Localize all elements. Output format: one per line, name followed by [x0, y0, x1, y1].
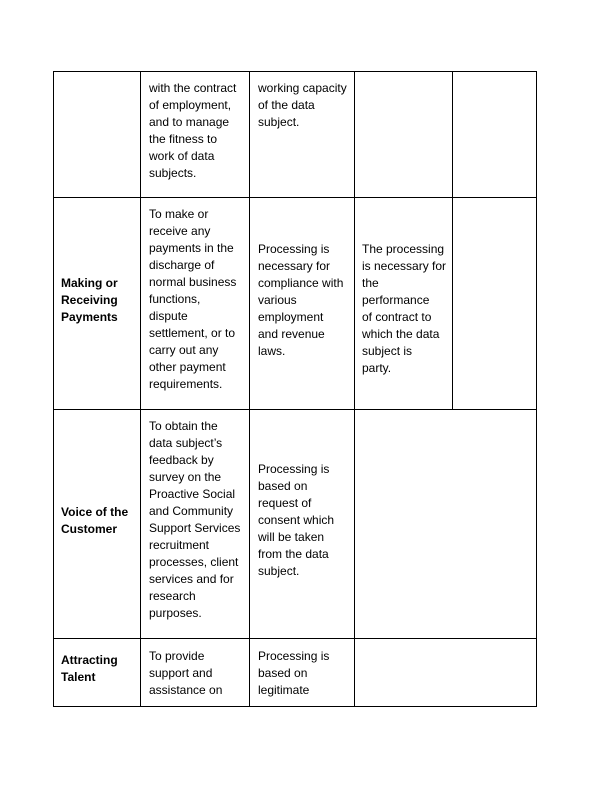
column-divider: [452, 71, 453, 410]
row-divider: [53, 409, 537, 410]
column-divider: [249, 71, 250, 707]
column-divider: [354, 71, 355, 707]
row-divider: [53, 638, 537, 639]
table-cell-category: Making or Receiving Payments: [61, 276, 118, 324]
table-cell-legal-basis-secondary: The processing is necessary for the performance of contract to which the data subject is party.: [362, 242, 447, 375]
table-cell-purpose: To obtain the data subject’s feedback by survey on the Proactive Social and Community Support Services recruitment processes, client services and for research purposes.: [149, 419, 241, 620]
table-cell-legal-basis: working capacity of the data subject.: [258, 81, 347, 129]
table-cell-category: Voice of the Customer: [61, 505, 129, 536]
table-cell-legal-basis: Processing is based on legitimate: [258, 649, 330, 697]
table-border-left: [53, 71, 54, 707]
table-cell-legal-basis: Processing is necessary for compliance with various employment and revenue laws.: [258, 242, 344, 358]
table-border-top: [53, 71, 537, 72]
column-divider: [140, 71, 141, 707]
table-cell-purpose: To provide support and assistance on: [149, 649, 223, 697]
table-cell-legal-basis: Processing is based on request of consent which will be taken from the data subject.: [258, 462, 335, 578]
table-cell-category: Attracting Talent: [61, 653, 118, 684]
table-border-right: [536, 71, 537, 707]
table-cell-purpose: with the contract of employment, and to manage the fitness to work of data subjects.: [149, 81, 237, 180]
table-cell-purpose: To make or receive any payments in the discharge of normal business functions, dispute settlement, or to carry out any other payment requirements.: [149, 207, 237, 391]
row-divider: [53, 197, 537, 198]
table-border-bottom: [53, 706, 537, 707]
